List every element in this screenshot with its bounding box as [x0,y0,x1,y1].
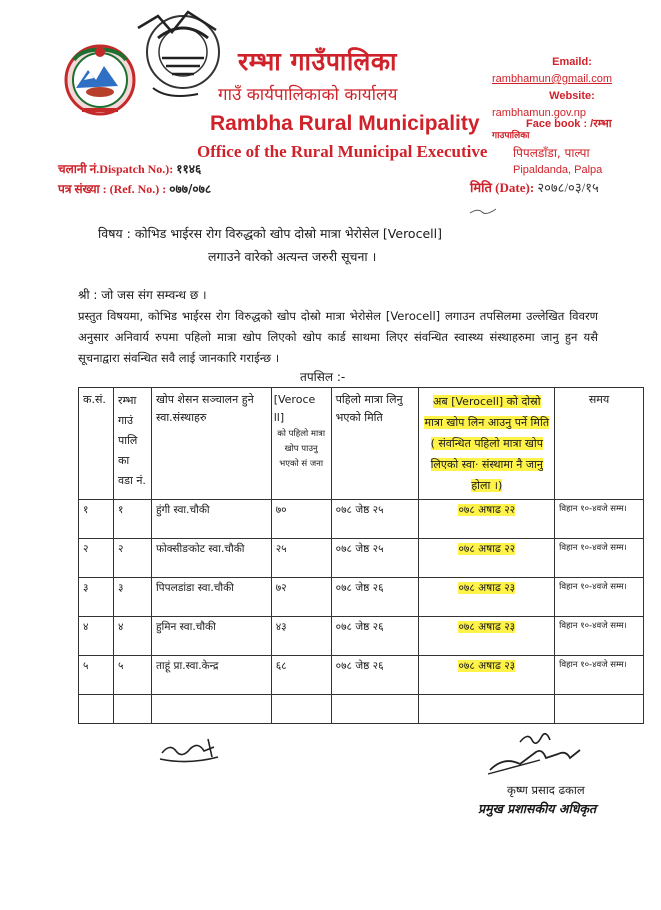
address-np: पिपलडाँडा, पाल्पा [513,146,590,160]
cell-first-date: ०७८ जेष्ठ २५ [331,500,419,539]
cell-second-date [419,539,555,578]
cell-sn: १ [79,500,114,539]
table-blank-row [79,695,644,724]
date-label: मिति (Date): [470,180,535,195]
ref-label: पत्र संख्या : (Ref. No.) : [58,182,167,196]
cell-second-date [419,578,555,617]
table-row [79,578,644,617]
header-center: खोप शेसन सञ्चालन हुने स्वा.संस्थाहरु [151,388,271,500]
cell-first-date: ०७८ जेष्ठ २६ [331,578,419,617]
cell-second-date [419,617,555,656]
cell-sn: ४ [79,617,114,656]
subject [98,222,518,268]
cell-ward: ३ [113,578,151,617]
cell-count: ७२ [271,578,331,617]
cell-time: विहान १०-४वजे सम्म। [555,539,644,578]
cell-first-date: ०७८ जेष्ठ २६ [331,656,419,695]
cell-center: ताहूं प्रा.स्वा.केन्द्र [151,656,271,695]
handwritten-initials [158,735,228,765]
tapasil-heading: तपसिल :- [300,370,346,384]
address-en: Pipaldanda, Palpa [513,164,603,176]
cell-sn: २ [79,539,114,578]
cell-count: ६८ [271,656,331,695]
cell-time: विहान १०-४वजे सम्म। [555,500,644,539]
cell-center: पिपलडांडा स्वा.चौकी [151,578,271,617]
letter-date [470,178,599,196]
greeting: श्री : जो जस संग सम्वन्ध छ । [78,288,207,302]
table-row [79,656,644,695]
website-label: Website: [549,90,595,102]
header-first-dose-count [271,388,331,500]
website-link[interactable]: rambhamun.gov.np [492,107,586,119]
cell-time: विहान १०-४वजे सम्म। [555,617,644,656]
signatory-title: प्रमुख प्रशासकीय अधिकृत [478,801,597,816]
office-sub-np: गाउँ कार्यपालिकाको कार्यालय [218,85,398,105]
header-dose-b: को पहिलो मात्रा खोप पाउनु भएको सं जना [277,429,326,469]
cell-ward: २ [113,539,151,578]
cell-center: हुंगी स्वा.चौकी [151,500,271,539]
dispatch-label: चलानी नं.Dispatch No.): [58,162,174,176]
table-row [79,500,644,539]
handwritten-signature [480,730,590,778]
office-sub-en: Office of the Rural Municipal Executive [197,142,488,161]
table-row [79,539,644,578]
cell-ward: १ [113,500,151,539]
second-date-text: ०७८ अषाढ २३ [458,621,516,633]
office-name-np: रम्भा गाउँपालिका [238,47,398,76]
cell-sn: ५ [79,656,114,695]
second-date-text: ०७८ अषाढ २२ [458,504,516,516]
subject-line-1: विषय : कोभिड भाईरस रोग विरुद्धको खोप दोस्रो मात्रा भेरोसेल [Verocell] [98,226,442,241]
dispatch-value: ११४६ [176,162,202,176]
dispatch-number [58,160,201,177]
cell-center: फोक्सीङकोट स्वा.चौकी [151,539,271,578]
facebook-label: Face book : /रम्भा [526,118,612,130]
header-first-date: पहिलो मात्रा लिनु भएको मिति [331,388,419,500]
facebook-handle: गाउपालिका [492,131,530,141]
subject-line-2: लगाउने वारेको अत्यन्त जरुरी सूचना । [208,249,377,264]
notice-paragraph: प्रस्तुत विषयमा, कोभिड भाईरस रोग विरुद्धको खोप दोस्रो मात्रा भेरोसेल [Verocell] लगाउन तपसिलमा उल्लेखित विवरण अनुसार अनिवार्य रुपमा पहिलो मात्रा खोप लिएको खोप कार्ड साथमा लिएर संवन्धित स्वास्थ्य संस्थाहरुमा जानु हुन यसै सूचनाद्वारा संवन्धित सवै लाई जानकारि गराईन्छ । [78,309,598,365]
header-second-date [419,388,555,500]
cell-count: २५ [271,539,331,578]
cell-second-date [419,500,555,539]
signatory-name: कृष्ण प्रसाद ढकाल [507,783,585,797]
ref-value: ०७७/०७८ [169,182,212,196]
vaccination-schedule-table [78,387,644,724]
pen-scribble [468,206,498,216]
cell-sn: ३ [79,578,114,617]
cell-time: विहान १०-४वजे सम्म। [555,656,644,695]
table-header-row [79,388,644,500]
nepal-emblem-logo [62,40,138,116]
contact-block [492,54,652,122]
second-date-text: ०७८ अषाढ २३ [458,660,516,672]
table-row [79,617,644,656]
cell-count: ७० [271,500,331,539]
cell-count: ४३ [271,617,331,656]
second-date-text: ०७८ अषाढ २३ [458,582,516,594]
office-name-en: Rambha Rural Municipality [210,112,480,135]
email-link[interactable]: rambhamun@gmail.com [492,73,612,85]
header-time: समय [555,388,644,500]
cell-center: हुमिन स्वा.चौकी [151,617,271,656]
header-sn: क.सं. [79,388,114,500]
cell-time: विहान १०-४वजे सम्म। [555,578,644,617]
second-date-text: ०७८ अषाढ २२ [458,543,516,555]
header-ward: रम्भा गाउं पालि का वडा नं. [113,388,151,500]
cell-first-date: ०७८ जेष्ठ २५ [331,539,419,578]
header-second-date-text: अब [Verocell] को दोस्रो मात्रा खोप लिन आउनु पर्ने मिति ( संवन्धित पहिलो मात्रा खोप लिएको स्वा· संस्थामा नै जानु होला ।) [424,395,550,492]
date-value: २०७८/०३/१५ [537,180,599,195]
email-label: Emaild: [552,56,592,68]
cell-second-date [419,656,555,695]
cell-ward: ४ [113,617,151,656]
cell-first-date: ०७८ जेष्ठ २६ [331,617,419,656]
header-dose-a: [Veroce ll] [273,393,316,424]
cell-ward: ५ [113,656,151,695]
reference-number [58,180,211,197]
